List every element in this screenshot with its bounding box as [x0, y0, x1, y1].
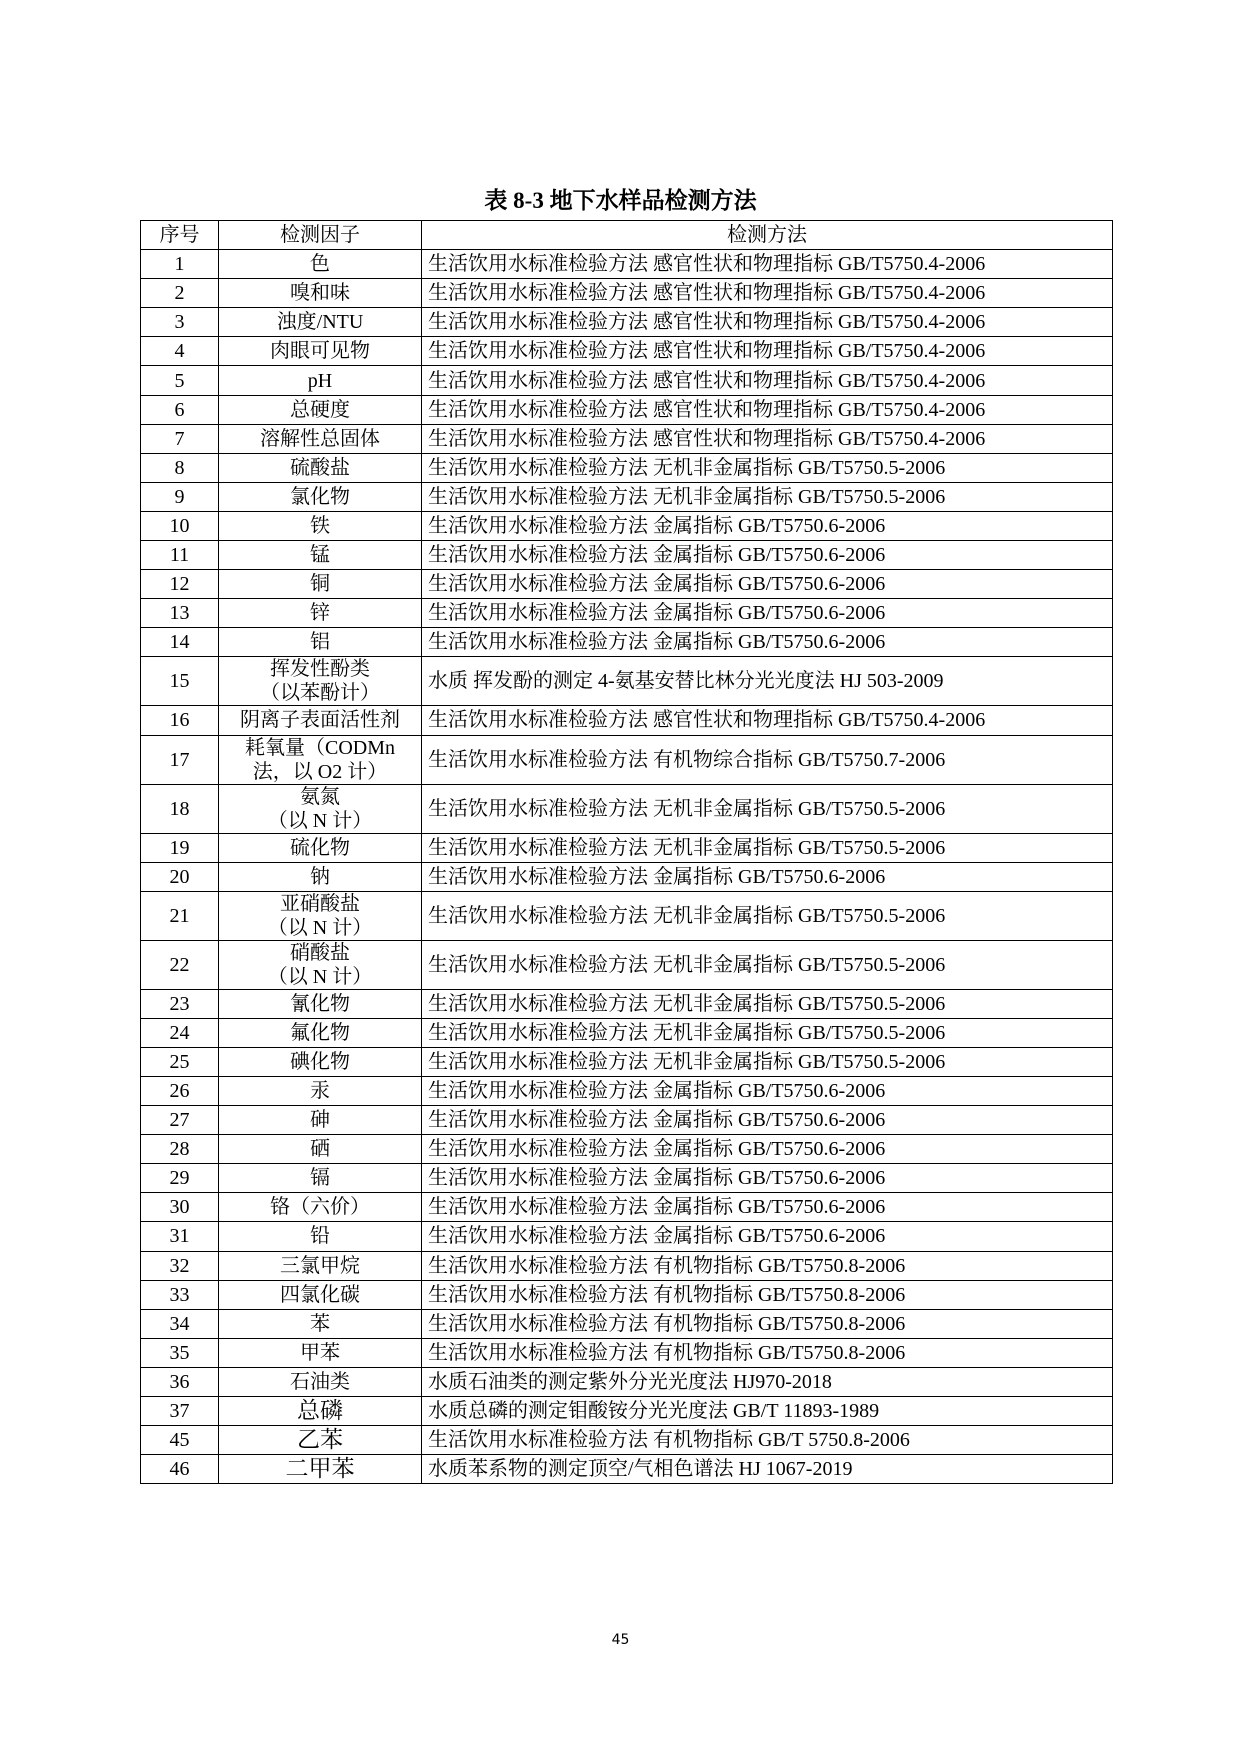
factor-line: 氟化物 [290, 1021, 350, 1044]
table-row [141, 1397, 1113, 1426]
table-row [141, 541, 1113, 570]
table-row [141, 395, 1113, 424]
factor-line: 甲苯 [300, 1341, 340, 1364]
factor-line: 二甲苯 [285, 1456, 355, 1482]
page-number: 45 [611, 1632, 630, 1648]
cell-factor [219, 862, 422, 891]
cell-no: 30 [141, 1193, 219, 1222]
table-row [141, 1076, 1113, 1105]
cell-factor [219, 1367, 422, 1396]
cell-method: 生活饮用水标准检验方法 金属指标 GB/T5750.6-2006 [422, 628, 1113, 657]
factor-line: （以 N 计） [267, 916, 373, 939]
cell-no: 17 [141, 735, 219, 784]
cell-factor [219, 1047, 422, 1076]
cell-method: 生活饮用水标准检验方法 有机物指标 GB/T5750.8-2006 [422, 1251, 1113, 1280]
cell-method: 生活饮用水标准检验方法 金属指标 GB/T5750.6-2006 [422, 1164, 1113, 1193]
factor-line: 钠 [310, 865, 330, 888]
table-row [141, 1367, 1113, 1396]
factor-line: pH [307, 369, 333, 392]
cell-method: 生活饮用水标准检验方法 无机非金属指标 GB/T5750.5-2006 [422, 833, 1113, 862]
cell-no: 35 [141, 1338, 219, 1367]
cell-method: 生活饮用水标准检验方法 有机物指标 GB/T 5750.8-2006 [422, 1426, 1113, 1455]
cell-method: 生活饮用水标准检验方法 金属指标 GB/T5750.6-2006 [422, 862, 1113, 891]
cell-method: 生活饮用水标准检验方法 无机非金属指标 GB/T5750.5-2006 [422, 482, 1113, 511]
cell-factor [219, 366, 422, 395]
factor-line: 铜 [310, 573, 330, 596]
table-row [141, 1426, 1113, 1455]
cell-factor [219, 1426, 422, 1455]
factor-line: 锰 [310, 544, 330, 567]
cell-no: 32 [141, 1251, 219, 1280]
factor-line: 耗氧量（CODMn [244, 736, 395, 759]
cell-no: 11 [141, 541, 219, 570]
cell-no: 9 [141, 482, 219, 511]
cell-no: 13 [141, 599, 219, 628]
cell-method: 生活饮用水标准检验方法 感官性状和物理指标 GB/T5750.4-2006 [422, 706, 1113, 735]
cell-no: 46 [141, 1455, 219, 1484]
table-row [141, 453, 1113, 482]
cell-no: 16 [141, 706, 219, 735]
factor-line: 镉 [310, 1167, 330, 1190]
cell-no: 3 [141, 308, 219, 337]
factor-line: 铬（六价） [270, 1196, 370, 1219]
cell-method: 生活饮用水标准检验方法 金属指标 GB/T5750.6-2006 [422, 541, 1113, 570]
cell-method: 生活饮用水标准检验方法 金属指标 GB/T5750.6-2006 [422, 1193, 1113, 1222]
table-row [141, 366, 1113, 395]
cell-factor [219, 279, 422, 308]
cell-factor [219, 337, 422, 366]
cell-factor [219, 250, 422, 279]
cell-no: 10 [141, 511, 219, 540]
cell-method: 生活饮用水标准检验方法 感官性状和物理指标 GB/T5750.4-2006 [422, 395, 1113, 424]
table-row [141, 833, 1113, 862]
table-row [141, 337, 1113, 366]
factor-line: 锌 [310, 602, 330, 625]
table-row [141, 1106, 1113, 1135]
factor-line: 色 [310, 253, 330, 276]
factor-line: 碘化物 [290, 1050, 350, 1073]
cell-no: 26 [141, 1076, 219, 1105]
cell-factor [219, 1338, 422, 1367]
cell-factor [219, 1397, 422, 1426]
header-method: 检测方法 [422, 221, 1113, 250]
cell-no: 33 [141, 1280, 219, 1309]
cell-method: 生活饮用水标准检验方法 有机物指标 GB/T5750.8-2006 [422, 1280, 1113, 1309]
cell-no: 45 [141, 1426, 219, 1455]
cell-factor [219, 482, 422, 511]
cell-method: 生活饮用水标准检验方法 金属指标 GB/T5750.6-2006 [422, 511, 1113, 540]
table-header-row [141, 221, 1113, 250]
cell-factor [219, 570, 422, 599]
table-row [141, 279, 1113, 308]
table-row [141, 891, 1113, 940]
factor-line: 四氯化碳 [280, 1283, 360, 1306]
factor-line: 挥发性酚类 [270, 658, 370, 681]
table-row [141, 1047, 1113, 1076]
cell-no: 7 [141, 424, 219, 453]
cell-factor [219, 628, 422, 657]
cell-factor [219, 599, 422, 628]
cell-method: 生活饮用水标准检验方法 无机非金属指标 GB/T5750.5-2006 [422, 940, 1113, 989]
table-row [141, 657, 1113, 706]
cell-method: 生活饮用水标准检验方法 金属指标 GB/T5750.6-2006 [422, 570, 1113, 599]
factor-line: 硫酸盐 [290, 456, 350, 479]
table-row [141, 1193, 1113, 1222]
cell-method: 生活饮用水标准检验方法 有机物综合指标 GB/T5750.7-2006 [422, 735, 1113, 784]
factor-line: 浊度/NTU [276, 311, 364, 334]
factor-line: 溶解性总固体 [260, 427, 380, 450]
factor-line: 亚硝酸盐 [280, 892, 360, 915]
cell-factor [219, 1076, 422, 1105]
cell-factor [219, 1193, 422, 1222]
cell-no: 20 [141, 862, 219, 891]
cell-no: 5 [141, 366, 219, 395]
cell-factor [219, 1280, 422, 1309]
cell-no: 23 [141, 989, 219, 1018]
factor-line: （以苯酚计） [260, 682, 380, 705]
cell-factor [219, 1135, 422, 1164]
factor-line: 硫化物 [290, 836, 350, 859]
table-row [141, 250, 1113, 279]
table-row [141, 1455, 1113, 1484]
cell-no: 18 [141, 784, 219, 833]
table-row [141, 1251, 1113, 1280]
cell-method: 生活饮用水标准检验方法 感官性状和物理指标 GB/T5750.4-2006 [422, 424, 1113, 453]
table-row [141, 424, 1113, 453]
detection-method-table [140, 220, 1113, 1484]
cell-method: 水质石油类的测定紫外分光光度法 HJ970-2018 [422, 1367, 1113, 1396]
factor-line: 总磷 [297, 1398, 343, 1424]
cell-method: 生活饮用水标准检验方法 金属指标 GB/T5750.6-2006 [422, 599, 1113, 628]
factor-line: （以 N 计） [267, 965, 373, 988]
table-row [141, 735, 1113, 784]
table-row [141, 862, 1113, 891]
factor-line: 苯 [310, 1312, 330, 1335]
factor-line: 肉眼可见物 [270, 340, 370, 363]
cell-factor [219, 657, 422, 706]
cell-method: 生活饮用水标准检验方法 金属指标 GB/T5750.6-2006 [422, 1135, 1113, 1164]
cell-method: 生活饮用水标准检验方法 有机物指标 GB/T5750.8-2006 [422, 1309, 1113, 1338]
cell-factor [219, 940, 422, 989]
factor-line: 砷 [310, 1109, 330, 1132]
cell-method: 生活饮用水标准检验方法 无机非金属指标 GB/T5750.5-2006 [422, 1047, 1113, 1076]
table-row [141, 570, 1113, 599]
table-row [141, 940, 1113, 989]
table-row [141, 1338, 1113, 1367]
factor-line: 汞 [310, 1080, 330, 1103]
cell-method: 生活饮用水标准检验方法 无机非金属指标 GB/T5750.5-2006 [422, 784, 1113, 833]
cell-factor [219, 989, 422, 1018]
cell-factor [219, 891, 422, 940]
cell-factor [219, 706, 422, 735]
table-row [141, 706, 1113, 735]
cell-factor [219, 1106, 422, 1135]
cell-no: 4 [141, 337, 219, 366]
factor-line: 氯化物 [290, 485, 350, 508]
factor-line: 总硬度 [290, 398, 350, 421]
table-row [141, 1280, 1113, 1309]
cell-method: 生活饮用水标准检验方法 金属指标 GB/T5750.6-2006 [422, 1076, 1113, 1105]
cell-factor [219, 541, 422, 570]
cell-method: 生活饮用水标准检验方法 感官性状和物理指标 GB/T5750.4-2006 [422, 279, 1113, 308]
factor-line: 氰化物 [290, 992, 350, 1015]
table-row [141, 599, 1113, 628]
cell-no: 21 [141, 891, 219, 940]
cell-factor [219, 511, 422, 540]
cell-no: 36 [141, 1367, 219, 1396]
table-row [141, 784, 1113, 833]
factor-line: 铝 [310, 631, 330, 654]
table-row [141, 308, 1113, 337]
cell-no: 19 [141, 833, 219, 862]
table-row [141, 1018, 1113, 1047]
cell-no: 8 [141, 453, 219, 482]
cell-factor [219, 1164, 422, 1193]
cell-factor [219, 1251, 422, 1280]
cell-no: 29 [141, 1164, 219, 1193]
cell-method: 水质总磷的测定钼酸铵分光光度法 GB/T 11893-1989 [422, 1397, 1113, 1426]
cell-no: 1 [141, 250, 219, 279]
cell-method: 生活饮用水标准检验方法 无机非金属指标 GB/T5750.5-2006 [422, 891, 1113, 940]
cell-method: 水质 挥发酚的测定 4-氨基安替比林分光光度法 HJ 503-2009 [422, 657, 1113, 706]
cell-no: 28 [141, 1135, 219, 1164]
cell-factor [219, 1309, 422, 1338]
header-no: 序号 [141, 221, 219, 250]
cell-factor [219, 424, 422, 453]
cell-method: 生活饮用水标准检验方法 感官性状和物理指标 GB/T5750.4-2006 [422, 250, 1113, 279]
factor-line: 硝酸盐 [290, 941, 350, 964]
factor-line: 法，以 O2 计） [252, 760, 388, 783]
cell-method: 生活饮用水标准检验方法 有机物指标 GB/T5750.8-2006 [422, 1338, 1113, 1367]
cell-no: 22 [141, 940, 219, 989]
cell-no: 14 [141, 628, 219, 657]
table-row [141, 511, 1113, 540]
cell-factor [219, 1222, 422, 1251]
cell-factor [219, 833, 422, 862]
table-row [141, 1222, 1113, 1251]
cell-factor [219, 1018, 422, 1047]
cell-factor [219, 395, 422, 424]
cell-factor [219, 308, 422, 337]
table-row [141, 1135, 1113, 1164]
cell-method: 水质苯系物的测定顶空/气相色谱法 HJ 1067-2019 [422, 1455, 1113, 1484]
cell-no: 27 [141, 1106, 219, 1135]
factor-line: 三氯甲烷 [280, 1254, 360, 1277]
factor-line: 石油类 [290, 1370, 350, 1393]
factor-line: 铅 [310, 1225, 330, 1248]
cell-no: 15 [141, 657, 219, 706]
table-body [141, 250, 1113, 1484]
factor-line: （以 N 计） [267, 809, 373, 832]
table-row [141, 1164, 1113, 1193]
factor-line: 阴离子表面活性剂 [240, 709, 400, 732]
table-row [141, 628, 1113, 657]
cell-method: 生活饮用水标准检验方法 无机非金属指标 GB/T5750.5-2006 [422, 453, 1113, 482]
cell-no: 2 [141, 279, 219, 308]
cell-method: 生活饮用水标准检验方法 无机非金属指标 GB/T5750.5-2006 [422, 1018, 1113, 1047]
table-title: 表 8-3 地下水样品检测方法 [484, 188, 757, 213]
cell-method: 生活饮用水标准检验方法 金属指标 GB/T5750.6-2006 [422, 1222, 1113, 1251]
cell-factor [219, 453, 422, 482]
table-row [141, 482, 1113, 511]
factor-line: 铁 [310, 514, 330, 537]
cell-no: 34 [141, 1309, 219, 1338]
cell-method: 生活饮用水标准检验方法 感官性状和物理指标 GB/T5750.4-2006 [422, 308, 1113, 337]
cell-no: 37 [141, 1397, 219, 1426]
factor-line: 氨氮 [300, 785, 340, 808]
cell-factor [219, 735, 422, 784]
cell-no: 12 [141, 570, 219, 599]
cell-factor [219, 1455, 422, 1484]
factor-line: 硒 [310, 1138, 330, 1161]
cell-factor [219, 784, 422, 833]
header-factor: 检测因子 [219, 221, 422, 250]
cell-method: 生活饮用水标准检验方法 金属指标 GB/T5750.6-2006 [422, 1106, 1113, 1135]
factor-line: 嗅和味 [290, 282, 350, 305]
factor-line: 乙苯 [297, 1427, 343, 1453]
cell-no: 31 [141, 1222, 219, 1251]
cell-method: 生活饮用水标准检验方法 无机非金属指标 GB/T5750.5-2006 [422, 989, 1113, 1018]
table-row [141, 989, 1113, 1018]
cell-no: 24 [141, 1018, 219, 1047]
cell-method: 生活饮用水标准检验方法 感官性状和物理指标 GB/T5750.4-2006 [422, 366, 1113, 395]
table-row [141, 1309, 1113, 1338]
cell-no: 6 [141, 395, 219, 424]
cell-method: 生活饮用水标准检验方法 感官性状和物理指标 GB/T5750.4-2006 [422, 337, 1113, 366]
cell-no: 25 [141, 1047, 219, 1076]
